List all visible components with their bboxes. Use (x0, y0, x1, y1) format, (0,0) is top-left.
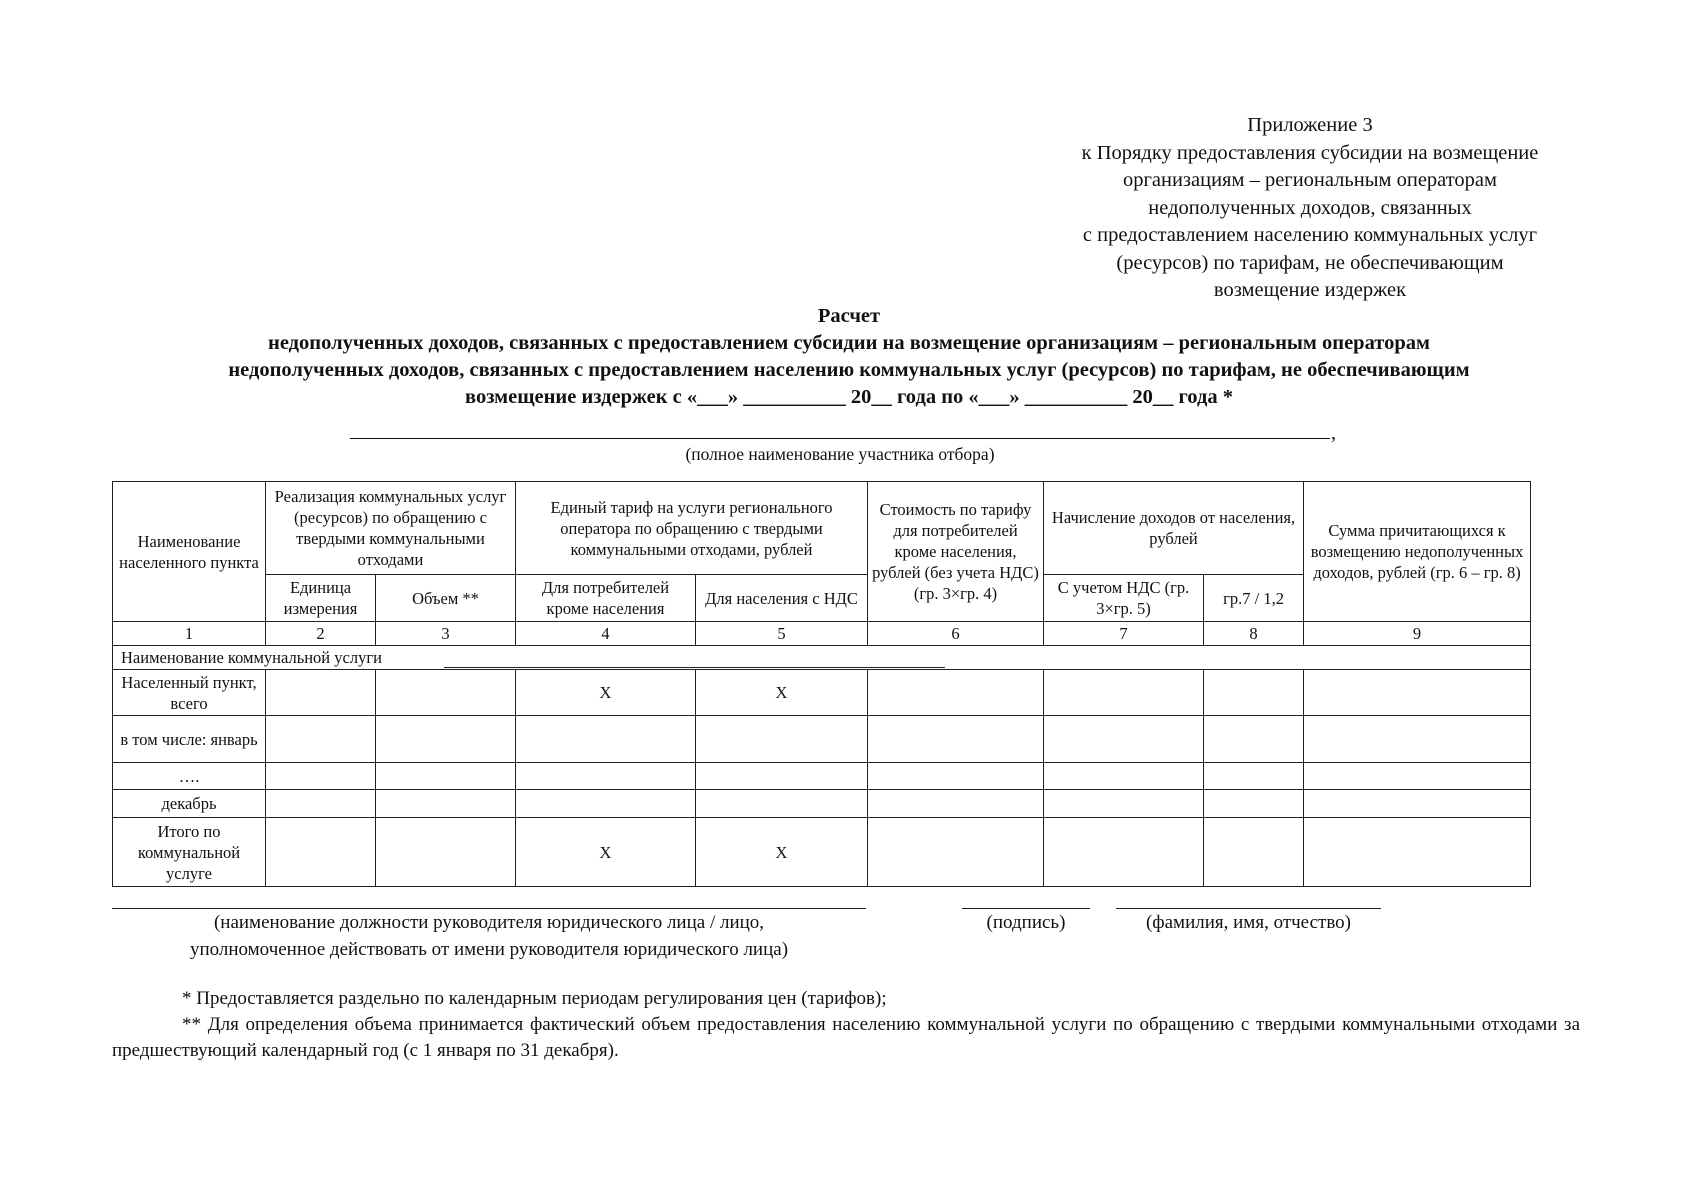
table-cell (516, 763, 696, 790)
table-cell (516, 716, 696, 763)
appendix-line: недополученных доходов, связанных (1148, 196, 1472, 219)
row-label: декабрь (113, 790, 266, 818)
title-line-1: недополученных доходов, связанных с предоставлением субсидии на возмещение организациям – региональным операторам (268, 332, 1430, 354)
header-cost: Стоимость по тарифу для потребителей кроме населения, рублей (без учета НДС) (гр. 3×гр. 4) (868, 482, 1044, 622)
position-caption-line-1: (наименование должности руководителя юридического лица / лицо, (213, 912, 765, 933)
header-tariff-group: Единый тариф на услуги регионального оператора по обращению с твердыми коммунальными отходами, рублей (516, 482, 868, 575)
table-row (113, 818, 1531, 887)
footnote-1: * Предоставляется раздельно по календарным периодам регулирования цен (тарифов); (182, 988, 887, 1009)
table-cell (696, 716, 868, 763)
header-income-div: гр.7 / 1,2 (1204, 575, 1304, 622)
position-caption-line-2: уполномоченное действовать от имени руководителя юридического лица) (189, 939, 789, 960)
position-caption (112, 909, 866, 963)
table-row (113, 670, 1531, 716)
appendix-line: с предоставлением населению коммунальных услуг (1082, 224, 1538, 246)
footnotes (112, 986, 1580, 1064)
table-row (113, 790, 1531, 818)
participant-caption: (полное наименование участника отбора) (685, 444, 995, 464)
appendix-line: (ресурсов) по тарифам, не обеспечивающим (1116, 251, 1504, 274)
column-number: 7 (1044, 622, 1204, 646)
appendix-block (980, 112, 1640, 305)
cell-x: X (696, 670, 868, 716)
header-income-group: Начисление доходов от населения, рублей (1044, 482, 1304, 575)
header-unit: Единица измерения (266, 575, 376, 622)
column-number: 6 (868, 622, 1044, 646)
table-row (113, 763, 1531, 790)
header-realization-group: Реализация коммунальных услуг (ресурсов) по обращению с твердыми коммунальными отходами (266, 482, 516, 575)
footnote-2: ** Для определения объема принимается фактический объем предоставления населению коммунальной услуги по обращению с твердыми коммунальными отходами за предшествующий календарный год (с 1 января по 31 декабря). (112, 1014, 1580, 1061)
row-label: Итого по коммунальной услуге (113, 818, 266, 887)
title-line-3: возмещение издержек с «___» __________ 20__ года по «___» __________ 20__ года * (465, 386, 1233, 408)
header-income-vat: С учетом НДС (гр. 3×гр. 5) (1044, 575, 1204, 622)
document-title: Расчет (817, 305, 881, 327)
row-label: в том числе: январь (113, 716, 266, 763)
header-tariff-consumers: Для потребителей кроме населения (516, 575, 696, 622)
column-number: 8 (1204, 622, 1304, 646)
title-line-2: недополученных доходов, связанных с предоставлением населению коммунальных услуг (ресурсов) по тарифам, не обеспечивающим (228, 359, 1470, 381)
service-name-row (113, 646, 1531, 670)
row-label: …. (113, 763, 266, 790)
column-number: 5 (696, 622, 868, 646)
calculation-table (112, 481, 1531, 887)
column-number: 9 (1304, 622, 1531, 646)
cell-x: X (516, 670, 696, 716)
table-cell (696, 763, 868, 790)
header-settlement-name: Наименование населенного пункта (113, 482, 266, 622)
appendix-line: Приложение 3 (1247, 114, 1373, 136)
header-volume: Объем ** (376, 575, 516, 622)
appendix-line: возмещение издержек (1213, 279, 1407, 301)
service-name-label: Наименование коммунальной услуги (121, 648, 382, 667)
fio-caption: (фамилия, имя, отчество) (1145, 912, 1351, 933)
appendix-line: организациям – региональным операторам (1122, 169, 1498, 191)
participant-comma: , (1331, 422, 1336, 444)
row-label: Населенный пункт, всего (113, 670, 266, 716)
participant-name-line (350, 438, 1330, 439)
appendix-line: к Порядку предоставления субсидии на возмещение (1081, 141, 1539, 164)
header-tariff-population: Для населения с НДС (696, 575, 868, 622)
table-cell (696, 790, 868, 818)
table-row (113, 716, 1531, 763)
column-number-row (113, 622, 1531, 646)
signature-caption: (подпись) (986, 912, 1066, 933)
column-number: 3 (376, 622, 516, 646)
column-number: 1 (113, 622, 266, 646)
cell-x: X (696, 818, 868, 887)
table-cell (516, 790, 696, 818)
column-number: 4 (516, 622, 696, 646)
service-name-line (444, 667, 945, 668)
header-sum: Сумма причитающихся к возмещению недополученных доходов, рублей (гр. 6 – гр. 8) (1304, 482, 1531, 622)
column-number: 2 (266, 622, 376, 646)
cell-x: X (516, 818, 696, 887)
